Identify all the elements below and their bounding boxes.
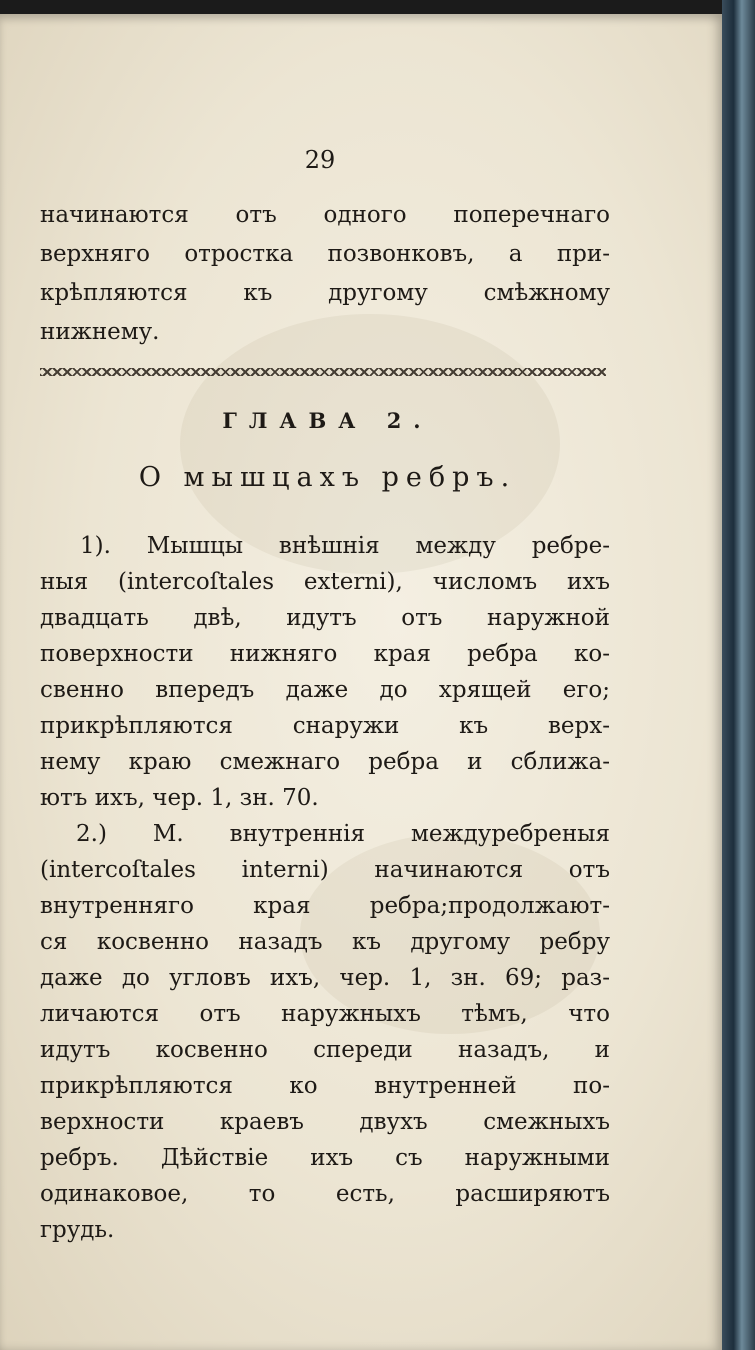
text-line: прикрѣпляются снаружи къ верх- — [40, 713, 610, 739]
text-line: верхняго отростка позвонковъ, а при- — [40, 241, 610, 267]
text-line: прикрѣпляются ко внутренней по- — [40, 1073, 610, 1099]
text-line: (intercoſtales interni) начинаются отъ — [40, 857, 610, 883]
text-line: ребръ. Дѣйствіе ихъ съ наружными — [40, 1145, 610, 1171]
ornamental-divider — [40, 368, 606, 376]
text-line: ся косвенно назадъ къ другому ребру — [40, 929, 610, 955]
text-line: крѣпляются къ другому смѣжному — [40, 280, 610, 306]
section-title: О мышцахъ ребръ. — [138, 462, 517, 493]
text-line: идутъ косвенно спереди назадъ, и — [40, 1037, 610, 1063]
text-line: поверхности нижняго края ребра ко- — [40, 641, 610, 667]
text-line: нижнему. — [40, 319, 160, 345]
page-number: 29 — [304, 146, 336, 174]
text-line: двадцать двѣ, идутъ отъ наружной — [40, 605, 610, 631]
scan-top-border — [0, 0, 755, 14]
text-line: верхности краевъ двухъ смежныхъ — [40, 1109, 610, 1135]
text-line: даже до угловъ ихъ, чер. 1, зн. 69; раз- — [40, 965, 610, 991]
text-line: одинаковое, то есть, расширяютъ — [40, 1181, 610, 1207]
text-line: грудь. — [40, 1217, 115, 1243]
text-line: 1). Мышцы внѣшнія между ребре- — [80, 533, 610, 559]
text-line: ютъ ихъ, чер. 1, зн. 70. — [40, 785, 319, 811]
text-line: начинаются отъ одного поперечнаго — [40, 202, 610, 228]
text-line: ныя (intercoſtales externi), числомъ ихъ — [40, 569, 610, 595]
text-line: внутренняго края ребра;продолжают- — [40, 893, 610, 919]
chapter-heading: ГЛАВА 2. — [222, 408, 433, 433]
book-edge — [722, 0, 755, 1350]
text-line: 2.) М. внутреннія междуребреныя — [76, 821, 610, 847]
text-line: свенно впередъ даже до хрящей его; — [40, 677, 610, 703]
text-line: личаются отъ наружныхъ тѣмъ, что — [40, 1001, 610, 1027]
text-line: нему краю смежнаго ребра и сближа- — [40, 749, 610, 775]
